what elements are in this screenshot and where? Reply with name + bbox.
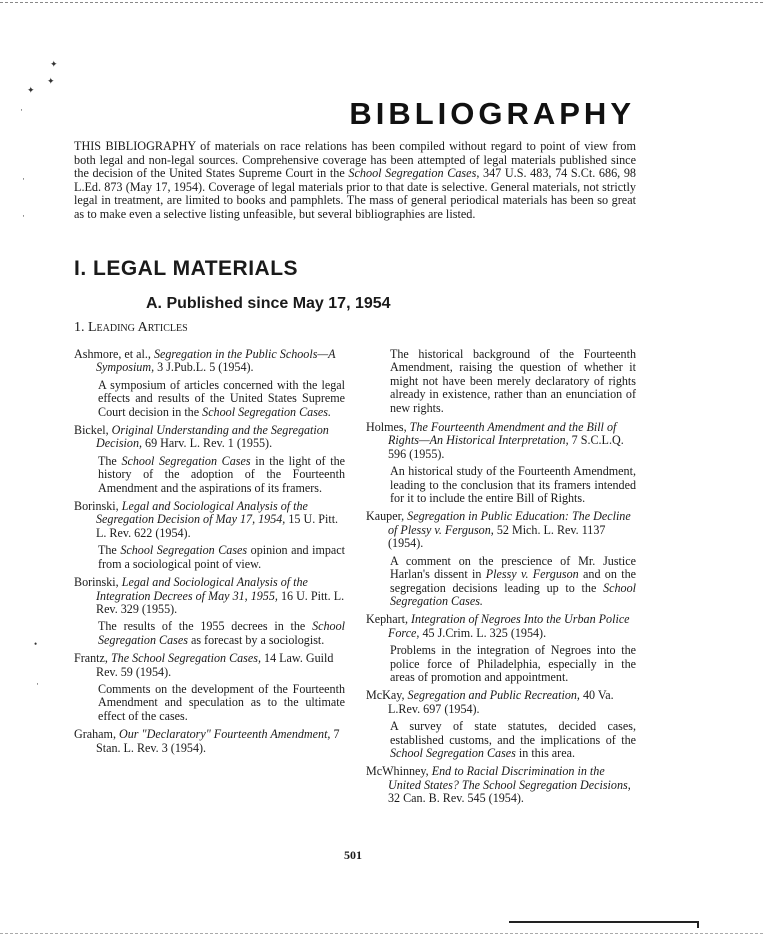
entry-citation — [74, 652, 345, 679]
entry-annotation — [366, 555, 636, 609]
bibliography-entry — [74, 576, 345, 647]
annotation-text: A comment on the prescience of Mr. Justice Harlan's dissent in — [390, 553, 636, 582]
entry-author: Borinski, — [74, 575, 122, 590]
entry-source: 3 J.Pub.L. 5 (1954). — [154, 360, 254, 375]
entry-annotation-continued: The historical background of the Fourteenth Amendment, raising the question of whether it might not have been merely declaratory of rights already in existence, rather than an enunciation of new rights. — [390, 347, 636, 415]
bibliography-entry — [366, 613, 636, 684]
annotation-text: School Segregation Cases — [98, 619, 345, 647]
right-column — [366, 348, 636, 811]
entry-source: 7 Stan. L. Rev. 3 (1954). — [96, 727, 340, 755]
entry-title: The Fourteenth Amendment and the Bill of Rights—An Historical Interpretation, — [388, 420, 617, 448]
entry-author: Graham, — [74, 727, 119, 742]
entry-citation — [366, 689, 636, 716]
bottom-edge-rule — [0, 933, 763, 934]
annotation-text: School Segregation Cases. — [390, 580, 636, 608]
entry-author: Bickel, — [74, 423, 112, 438]
entry-title: The School Segregation Cases, — [110, 651, 261, 666]
entry-author: Holmes, — [366, 420, 410, 435]
section-heading: I. LEGAL MATERIALS — [74, 257, 299, 280]
entry-annotation — [74, 544, 345, 571]
entry-citation — [366, 510, 636, 550]
subsubsection-heading: 1. Leading Articles — [74, 320, 188, 335]
entry-citation — [74, 728, 345, 755]
bibliography-entry — [74, 652, 345, 723]
annotation-text: Comments on the development of the Fourteenth Amendment and speculation as to the ultimate effect of the cases. — [98, 681, 345, 723]
entry-annotation — [74, 620, 345, 647]
margin-mark: ✦ — [50, 59, 58, 69]
entry-annotation — [366, 720, 636, 760]
annotation-text: and on the segregation decisions leading up to the — [390, 567, 636, 595]
entry-source: 52 Mich. L. Rev. 1137 (1954). — [388, 522, 606, 551]
entry-source: 69 Harv. L. Rev. 1 (1955). — [142, 436, 273, 451]
margin-mark: · — [20, 105, 23, 115]
entry-annotation — [74, 455, 345, 495]
entry-source: 32 Can. B. Rev. 545 (1954). — [388, 791, 524, 806]
annotation-text: in this area. — [515, 745, 575, 760]
subsection-heading: A. Published since May 17, 1954 — [146, 295, 391, 312]
entry-author: Ashmore, et al., — [74, 347, 154, 361]
bibliography-entry — [366, 510, 636, 608]
entry-title: End to Racial Discrimination in the United States? The School Segregation Decisions, — [388, 764, 631, 792]
margin-mark: ✦ — [47, 76, 55, 86]
annotation-text: School Segregation Cases — [120, 543, 248, 558]
entry-annotation — [366, 644, 636, 684]
entry-source: 40 Va. L.Rev. 697 (1954). — [388, 688, 614, 716]
entry-citation — [74, 424, 345, 451]
entry-annotation — [74, 379, 345, 419]
bibliography-entry — [74, 424, 345, 495]
bibliography-entry — [366, 765, 636, 805]
entry-title: Legal and Sociological Analysis of the Integration Decrees of May 31, 1955, — [96, 575, 308, 603]
entry-author: Kephart, — [366, 612, 411, 627]
entry-source: 15 U. Pitt. L. Rev. 622 (1954). — [96, 512, 339, 540]
top-edge-rule — [0, 2, 763, 3]
bibliography-entry — [74, 728, 345, 755]
annotation-text: as forecast by a sociologist. — [187, 632, 325, 647]
annotation-text: School Segregation Cases. — [202, 404, 332, 419]
entry-citation — [366, 421, 636, 461]
annotation-text: Problems in the integration of Negroes into the police force of Philadelphia, especially in the areas of promotion and appointment. — [390, 643, 636, 684]
entry-author: Borinski, — [74, 499, 122, 514]
entry-citation — [366, 613, 636, 640]
intro-paragraph: THIS BIBLIOGRAPHY of materials on race relations has been compiled without regard to point of view from both legal and non-legal sources. Comprehensive coverage has been attempted of legal materials published since the decision of the United States Supreme Court in the School Segregation Cases, 347 U.S. 483, 74 S.Ct. 686, 98 L.Ed. 873 (May 17, 1954). Coverage of legal materials prior to that date is selective. General materials, not strictly legal in treatment, are limited to books and pamphlets. The mass of general periodical materials has been so great as to make even a selective listing unfeasible, but several bibliographies are listed. — [74, 139, 637, 221]
bibliography-entry — [366, 421, 636, 505]
entry-title: Segregation in the Public Schools—A Symposium, — [96, 347, 336, 375]
annotation-text: Plessy v. Ferguson — [485, 567, 579, 582]
annotation-text: An historical study of the Fourteenth Amendment, leading to the conclusion that its framers intended for it to include the entire Bill of Rights. — [390, 464, 636, 506]
entry-source: 16 U. Pitt. L. Rev. 329 (1955). — [96, 588, 345, 616]
page-title: BIBLIOGRAPHY — [349, 96, 635, 131]
bibliography-entry — [74, 348, 345, 419]
entry-citation — [74, 500, 345, 540]
annotation-text: The — [98, 543, 121, 558]
entry-title: Segregation in Public Education: The Decline of Plessy v. Ferguson, — [388, 509, 631, 537]
entry-citation — [74, 576, 345, 616]
annotation-text: The results of the 1955 decrees in the — [98, 619, 313, 634]
entry-author: Kauper, — [366, 509, 408, 524]
entry-author: McWhinney, — [366, 764, 432, 779]
entry-title: Segregation and Public Recreation, — [407, 688, 580, 703]
entry-title: Integration of Negroes Into the Urban Police Force, — [388, 612, 630, 640]
entry-citation — [74, 348, 345, 375]
entry-title: Legal and Sociological Analysis of the Segregation Decision of May 17, 1954, — [96, 499, 308, 527]
entry-author: McKay, — [366, 688, 408, 703]
page-number: 501 — [344, 848, 362, 862]
annotation-text: A survey of state statutes, decided cases, established customs, and the implications of the — [390, 719, 636, 747]
left-column — [74, 348, 345, 760]
entry-annotation — [74, 683, 345, 723]
annotation-text: in the light of the history of the adoption of the Fourteenth Amendment and the aspirations of its framers. — [98, 453, 345, 495]
entry-title: Original Understanding and the Segregation Decision, — [96, 423, 329, 451]
margin-mark: · — [36, 679, 39, 689]
margin-mark: · — [22, 174, 25, 184]
entry-source: 7 S.C.L.Q. 596 (1955). — [388, 433, 624, 461]
entry-source: 45 J.Crim. L. 325 (1954). — [419, 625, 547, 640]
bibliography-entry — [74, 500, 345, 571]
entry-author: Frantz, — [74, 651, 111, 666]
entry-citation — [366, 765, 636, 805]
annotation-text: The — [98, 453, 122, 468]
entry-title: Our "Declaratory" Fourteenth Amendment, — [119, 727, 331, 742]
annotation-text: opinion and impact from a sociological point of view. — [98, 543, 345, 571]
bibliography-entry — [366, 689, 636, 760]
annotation-text: A symposium of articles concerned with the legal effects and results of the United States Supreme Court decision in the — [98, 377, 345, 419]
entry-annotation — [366, 465, 636, 505]
annotation-text: School Segregation Cases — [121, 453, 251, 468]
margin-mark: • — [34, 639, 38, 649]
margin-mark: · — [22, 211, 25, 221]
entry-source: 14 Law. Guild Rev. 59 (1954). — [96, 651, 334, 679]
margin-mark: ✦ — [27, 85, 35, 95]
annotation-text: School Segregation Cases — [390, 745, 516, 760]
bottom-scan-mark — [509, 921, 699, 928]
